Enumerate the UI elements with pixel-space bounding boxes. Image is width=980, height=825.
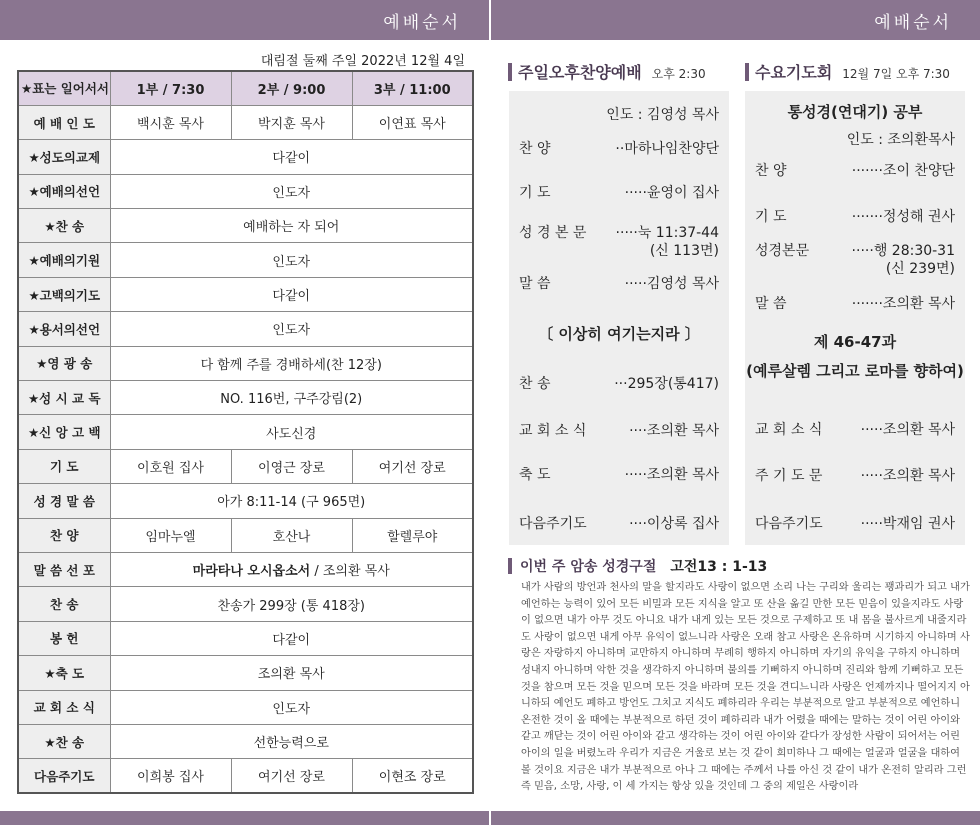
page-title-right: 예배순서	[874, 13, 952, 33]
row-label: 교 회 소 식	[18, 690, 110, 724]
item-dots: ·····	[615, 225, 638, 241]
item-value	[852, 206, 955, 226]
row-label: ★고백의기도	[18, 277, 110, 311]
item-value	[861, 419, 955, 439]
item-name: 조의환 목사	[646, 423, 719, 439]
table-row	[18, 174, 473, 208]
item-label: 찬 송	[519, 376, 551, 392]
row-label: 성 경 말 씀	[18, 484, 110, 518]
table-row	[18, 209, 473, 243]
item-name: 조의환 목사	[646, 467, 719, 483]
item-dots: ·····	[624, 467, 647, 483]
worship-order-table	[17, 70, 474, 794]
item-value	[625, 182, 719, 202]
item-label: 다음주기도	[519, 516, 587, 532]
item-name: 행 28:30-31	[873, 243, 955, 259]
wednesday-subtitle: 통성경(연대기) 공부	[787, 103, 923, 121]
item-dots: ·····	[860, 468, 883, 484]
item-name: 295장(통417)	[627, 376, 719, 392]
memory-verse-text: 내가 사람의 방언과 천사의 말을 할지라도 사랑이 없으면 소리 나는 구리와 울리는 꽹과리가 되고 내가 예언하는 능력이 있어 모든 비밀과 모든 지식을 알고 또 산을 옮길 만한 모든 믿음이 있을지라도 사랑이 없으면 내가 아무 것도 아니요 내가 내게 있는 모든 것으로 구제하고 또 내 몸을 불사르게 내줄지라도 사랑이 없으면 내게 아무 유익이 없느니라 사랑은 오래 참고 사랑은 온유하며 시기하지 아니하며 사랑은 자랑하지 아니하며 교만하지 아니하며 무례히 행하지 아니하며 자기의 유익을 구하지 아니하며 성내지 아니하며 악한 것을 생각하지 아니하며 불의를 기뻐하지 아니하며 진리와 함께 기뻐하고 모든것을 참으며 모든 것을 믿으며 모든 것을 바라며 모든 것을 견디느니라 사랑은 언제까지나 떨어지지 아니하되 예언도 폐하고 방언도 그치고 지식도 폐하리라 우리는 부분적으로 알고 부분적으로 예언하니 온전한 것이 올 때에는 부분적으로 하던 것이 폐하리라 내가 어렸을 때에는 말하는 것이 어린 아이와 같고 깨닫는 것이 어린 아이와 같고 생각하는 것이 어린 아이와 같다가 장성한 사람이 되어서는 어린 아이의 일을 버렸노라 우리가 지금은 거울로 보는 것 같이 희미하나 그 때에는 얼굴과 얼굴을 대하여 볼 것이요 지금은 내가 부분적으로 아나 그 때에는 주께서 나를 아신 것 같이 내가 온전히 알리라 그런즉 믿음, 소망, 사랑, 이 세 가지는 항상 있을 것인데 그 중의 제일은 사랑이라	[521, 582, 970, 793]
row-label: 찬 양	[18, 518, 110, 552]
wednesday-service-time: 12월 7일 오후 7:30	[842, 67, 950, 81]
table-row	[18, 449, 473, 483]
row-label: ★찬 송	[18, 724, 110, 758]
table-header-row	[18, 71, 473, 105]
item-label: 찬 양	[755, 163, 787, 179]
row-label: ★영 광 송	[18, 346, 110, 380]
item-name: 박재임 권사	[882, 516, 955, 532]
item-value-sub: (신 239면)	[885, 261, 955, 277]
item-value	[616, 222, 719, 242]
row-value: 인도자	[110, 174, 473, 208]
item-name: 정성해 권사	[882, 209, 955, 225]
row-value: 이영근 장로	[231, 449, 352, 483]
wednesday-lesson-subtitle: (예루살렘 그리고 로마를 향하여)	[746, 362, 964, 380]
row-value: 여기선 장로	[352, 449, 473, 483]
item-value	[852, 293, 955, 313]
row-value: 다 함께 주를 경배하세(찬 12장)	[110, 346, 473, 380]
row-label: 다음주기도	[18, 759, 110, 793]
item-value	[629, 513, 719, 533]
item-dots: ·····	[860, 516, 883, 532]
row-value	[110, 552, 473, 586]
afternoon-service-box: 인도 : 김영성 목사 찬 양 ··마하나임찬양단 기 도 ·····윤영이 집사 성 경 본 문 ·····눅 11:37-44 (신 113면) 말 씀 ·····김영성 목사 〔 이상히 여기는지라 〕 찬 송 ···295장(통417) 교 회 소 식 ····조의환 목사 축 도 ·····조의환 목사 다음주기도 ····이상록 집사	[509, 91, 729, 545]
row-label: ★찬 송	[18, 209, 110, 243]
item-name: 조의환 목사	[882, 468, 955, 484]
row-value: 임마누엘	[110, 518, 231, 552]
row-value: 다같이	[110, 140, 473, 174]
section-bar	[508, 63, 512, 81]
row-value: 박지훈 목사	[231, 105, 352, 139]
item-label: 성 경 본 문	[519, 225, 587, 241]
item-value	[861, 513, 955, 533]
item-label: 기 도	[519, 185, 551, 201]
table-row	[18, 759, 473, 793]
row-label: 기 도	[18, 449, 110, 483]
table-row	[18, 415, 473, 449]
wednesday-lesson-title: 제 46-47과	[813, 333, 897, 351]
row-label: ★예배의기원	[18, 243, 110, 277]
table-row	[18, 140, 473, 174]
item-value	[614, 373, 719, 393]
afternoon-sermon-title: 〔 이상히 여기는지라 〕	[538, 325, 700, 343]
afternoon-service-time: 오후 2:30	[651, 67, 706, 81]
row-label: ★예배의선언	[18, 174, 110, 208]
item-label: 기 도	[755, 209, 787, 225]
service-time-cell: 2부 / 9:00	[231, 71, 352, 105]
row-label: 봉 헌	[18, 621, 110, 655]
table-row	[18, 105, 473, 139]
table-row	[18, 277, 473, 311]
row-value: 이희봉 집사	[110, 759, 231, 793]
item-name: 조의환 목사	[882, 296, 955, 312]
row-value: 인도자	[110, 690, 473, 724]
row-label: ★축 도	[18, 656, 110, 690]
row-value: 이현조 장로	[352, 759, 473, 793]
item-name: 윤영이 집사	[646, 185, 719, 201]
item-dots: ·······	[851, 209, 883, 225]
item-dots: ·······	[851, 296, 883, 312]
row-value: 찬송가 299장 (통 418장)	[110, 587, 473, 621]
item-label: 주 기 도 문	[755, 468, 823, 484]
service-time-cell: 1부 / 7:30	[110, 71, 231, 105]
wednesday-service-title: 수요기도회	[755, 63, 833, 82]
row-value: NO. 116번, 구주강림(2)	[110, 381, 473, 415]
row-value: 예배하는 자 되어	[110, 209, 473, 243]
bottom-bar-right	[491, 811, 980, 825]
item-dots: ·····	[624, 185, 647, 201]
row-value: 할렐루야	[352, 518, 473, 552]
table-row	[18, 346, 473, 380]
item-label: 교 회 소 식	[755, 422, 823, 438]
table-row	[18, 381, 473, 415]
item-dots: ·······	[851, 163, 883, 179]
memory-verse-header	[508, 556, 767, 576]
item-dots: ·····	[851, 243, 874, 259]
row-label: 찬 송	[18, 587, 110, 621]
table-row	[18, 621, 473, 655]
top-bar-left	[0, 0, 489, 40]
section-bar	[745, 63, 749, 81]
row-label: 예 배 인 도	[18, 105, 110, 139]
table-row	[18, 587, 473, 621]
row-label: ★성 시 교 독	[18, 381, 110, 415]
table-row	[18, 552, 473, 586]
row-value: 인도자	[110, 312, 473, 346]
bottom-bar-left	[0, 811, 489, 825]
date-line: 대림절 둘째 주일 2022년 12월 4일	[260, 54, 465, 69]
item-label: 말 씀	[519, 276, 551, 292]
item-dots: ····	[629, 516, 647, 532]
item-dots: ··	[615, 141, 625, 157]
row-value: 아가 8:11-14 (구 965면)	[110, 484, 473, 518]
item-label: 말 씀	[755, 296, 787, 312]
table-row	[18, 656, 473, 690]
memory-verse-reference: 고전13 : 1-13	[670, 559, 768, 575]
item-dots: ····	[629, 423, 647, 439]
item-dots: ·····	[624, 276, 647, 292]
row-value: 이호원 집사	[110, 449, 231, 483]
item-name: 눅 11:37-44	[637, 225, 719, 241]
item-name: 김영성 목사	[646, 276, 719, 292]
row-label: 말 씀 선 포	[18, 552, 110, 586]
row-value: 이연표 목사	[352, 105, 473, 139]
table-row	[18, 690, 473, 724]
item-value	[861, 465, 955, 485]
item-value	[852, 240, 955, 260]
item-value	[625, 464, 719, 484]
row-label: ★용서의선언	[18, 312, 110, 346]
item-dots: ·····	[860, 422, 883, 438]
item-label: 축 도	[519, 467, 551, 483]
row-label: ★성도의교제	[18, 140, 110, 174]
row-value: 다같이	[110, 277, 473, 311]
item-name: 조의환 목사	[882, 422, 955, 438]
item-label: 다음주기도	[755, 516, 823, 532]
page-title-left: 예배순서	[383, 13, 461, 33]
item-name: 조이 찬양단	[882, 163, 955, 179]
item-label: 찬 양	[519, 141, 551, 157]
table-row	[18, 312, 473, 346]
row-value: 인도자	[110, 243, 473, 277]
row-value: 다같이	[110, 621, 473, 655]
item-label: 교 회 소 식	[519, 423, 587, 439]
item-value	[629, 420, 719, 440]
item-value-sub: (신 113면)	[649, 243, 719, 259]
table-row	[18, 243, 473, 277]
row-label: ★신 앙 고 백	[18, 415, 110, 449]
item-name: 이상록 집사	[646, 516, 719, 532]
row-value: 선한능력으로	[110, 724, 473, 758]
afternoon-service-title: 주일오후찬양예배	[518, 63, 642, 82]
wednesday-service-box: 통성경(연대기) 공부 인도 : 조의환목사 찬 양 ·······조이 찬양단 기 도 ·······정성해 권사 성경본문 ·····행 28:30-31 (신 239면) 말 씀 ·······조의환 목사 제 46-47과 (예루살렘 그리고 로마를 향하여) 교 회 소 식 ·····조의환 목사 주 기 도 문 ·····조의환 목사 다음주기도 ·····박재임 권사	[745, 91, 965, 545]
service-time-cell: 3부 / 11:00	[352, 71, 473, 105]
row-value: 사도신경	[110, 415, 473, 449]
row-value: 호산나	[231, 518, 352, 552]
item-value	[625, 273, 719, 293]
sermon-title: 마라타나 오시옵소서	[192, 564, 311, 580]
item-value	[852, 160, 955, 180]
table-row	[18, 518, 473, 552]
item-value	[615, 138, 719, 158]
afternoon-service-header	[508, 60, 706, 83]
table-row	[18, 484, 473, 518]
section-bar	[508, 558, 512, 574]
preacher: / 조의환 목사	[310, 564, 390, 580]
item-label: 성경본문	[755, 243, 810, 259]
row-value: 백시훈 목사	[110, 105, 231, 139]
row-value: 조의환 목사	[110, 656, 473, 690]
item-name: 마하나임찬양단	[624, 141, 719, 157]
header-note-cell: ★표는 일어서서	[18, 71, 110, 105]
top-bar-right	[491, 0, 980, 40]
wednesday-service-header	[745, 60, 950, 83]
item-dots: ···	[614, 376, 628, 392]
row-value: 여기선 장로	[231, 759, 352, 793]
memory-verse-title: 이번 주 암송 성경구절	[520, 559, 657, 575]
table-row	[18, 724, 473, 758]
